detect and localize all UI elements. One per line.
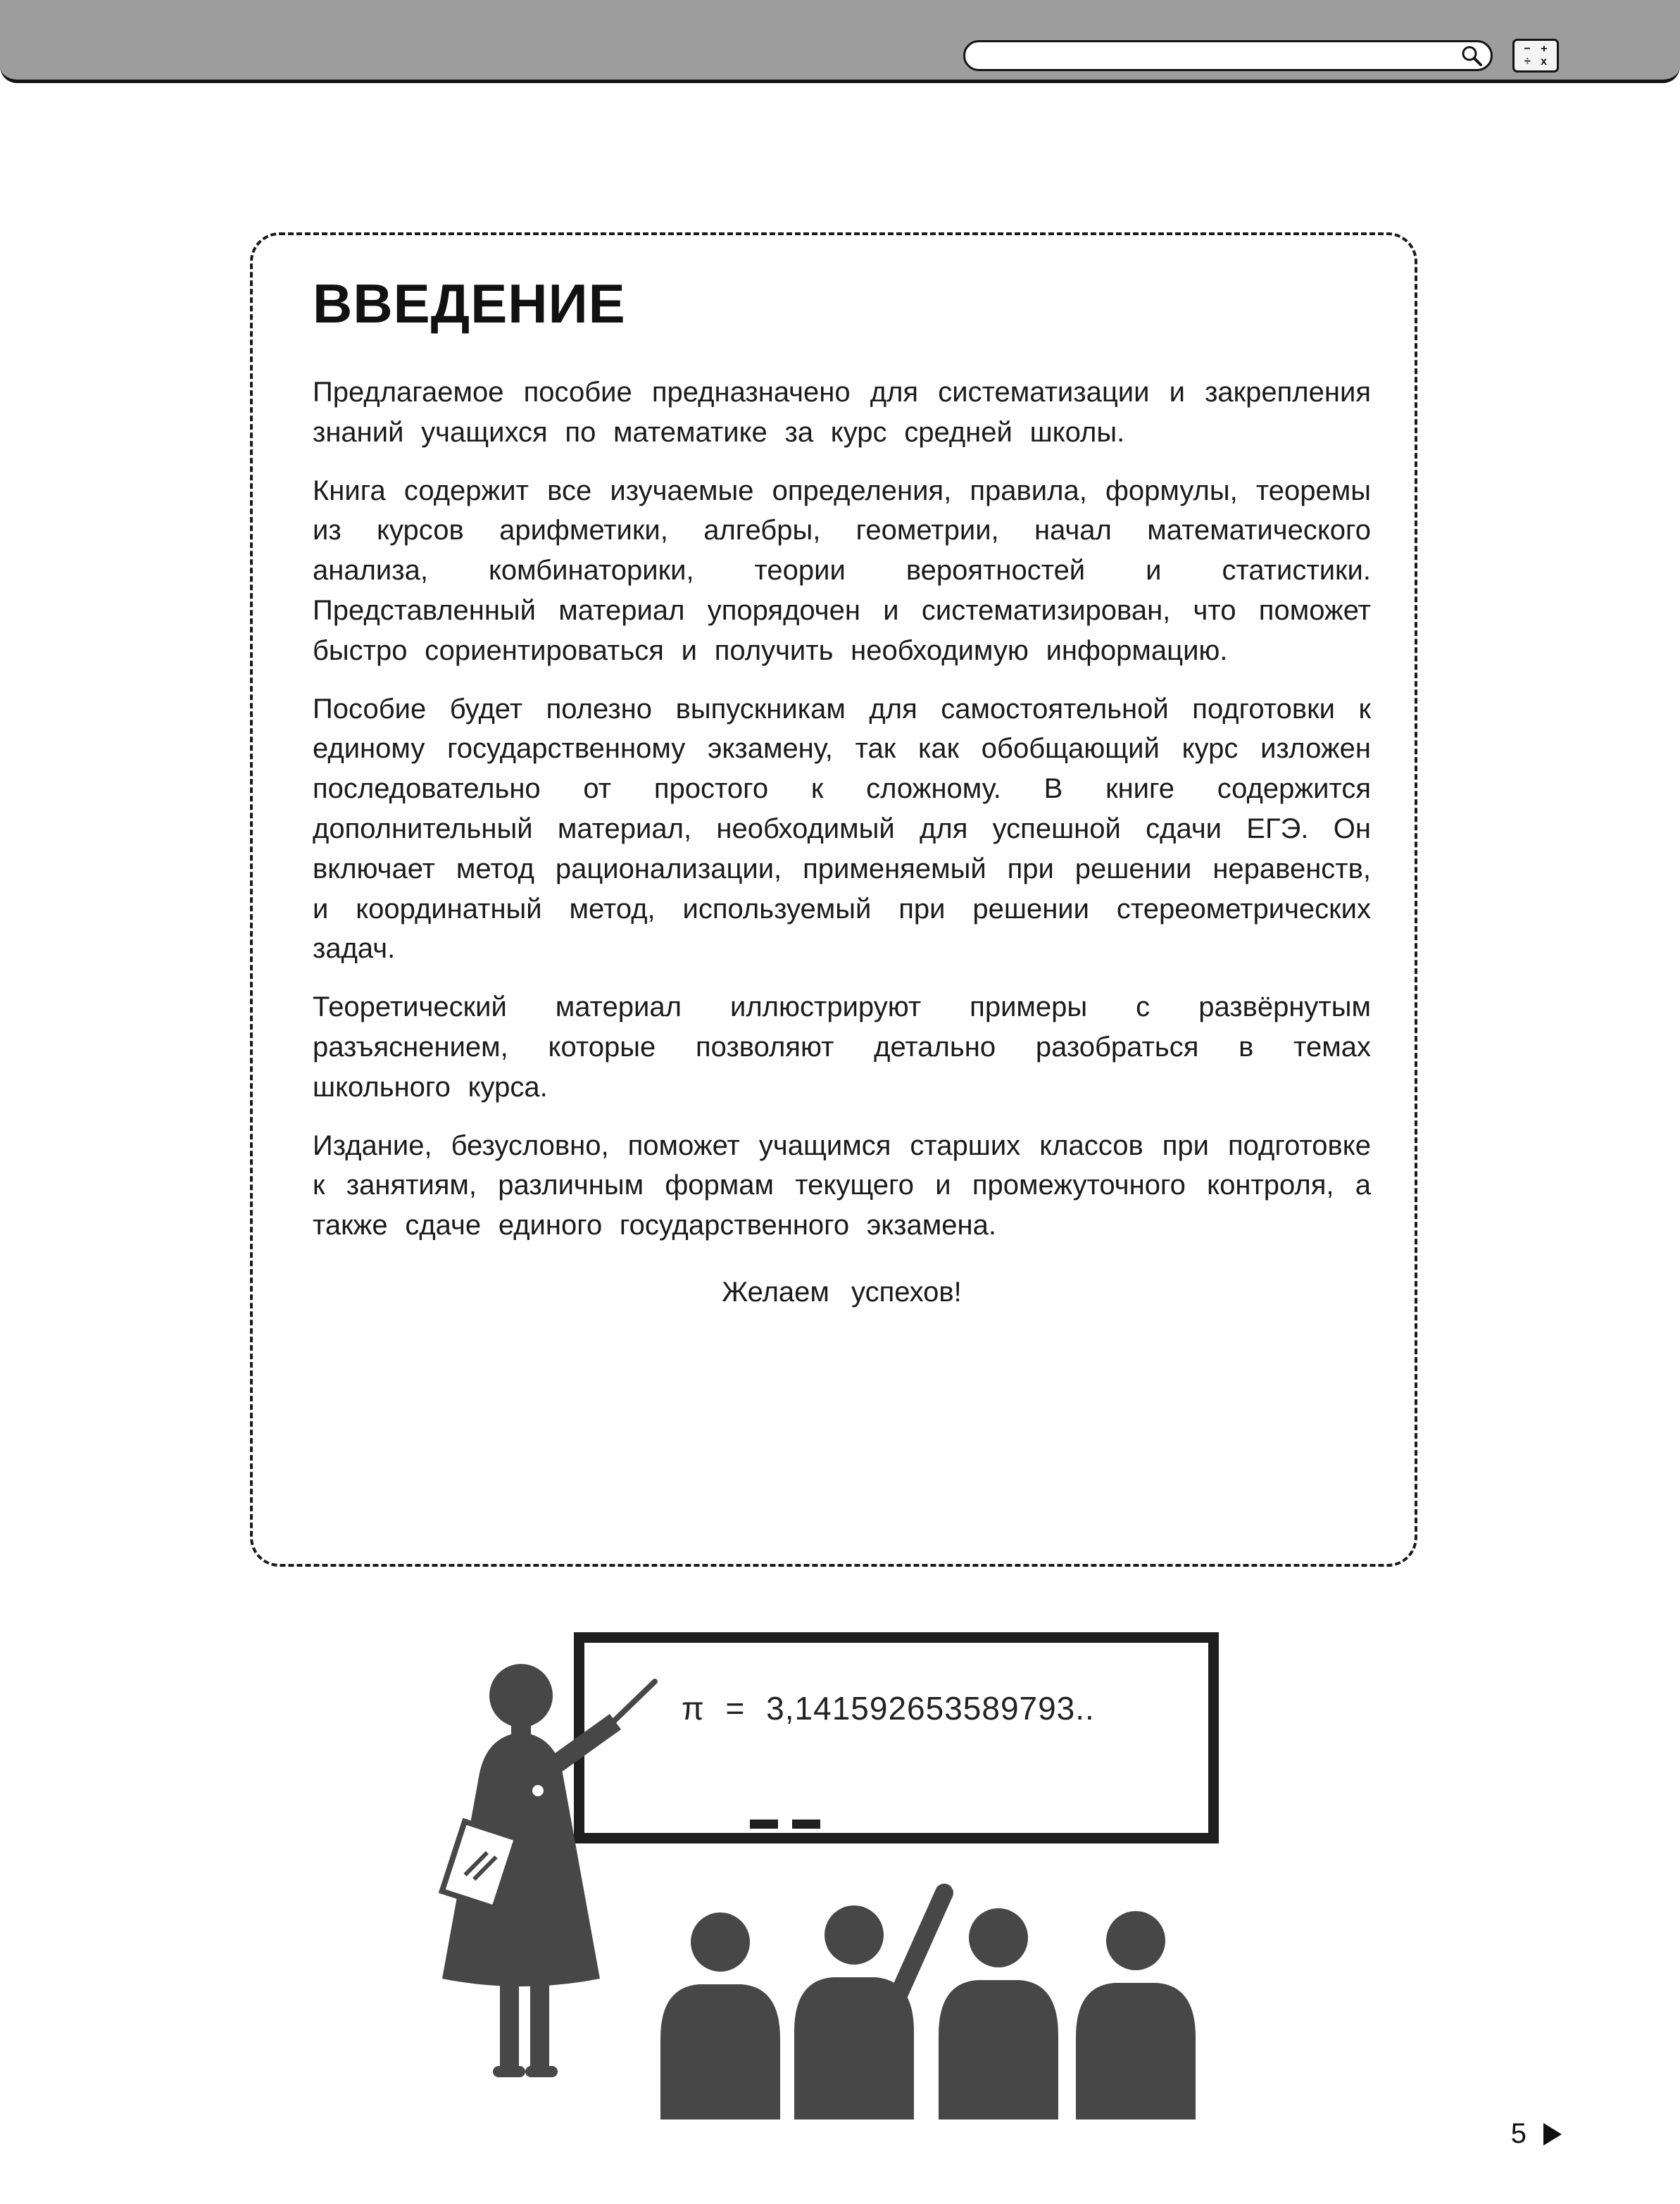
page-number: 5 [1510, 2118, 1527, 2149]
students-figures [660, 1893, 1196, 2120]
intro-paragraph-4: Теоретический материал иллюстрируют примеры с развёрнутым разъяснением, которые позволяют детально разобраться в темах школьного курса. [313, 991, 1371, 1103]
next-page-icon[interactable] [1543, 2123, 1562, 2146]
page-title: ВВЕДЕНИЕ [313, 273, 626, 334]
search-icon[interactable] [1460, 44, 1484, 68]
teacher-badge [532, 1785, 544, 1796]
top-toolbar [0, 0, 1680, 83]
closing-line: Желаем успехов! [722, 1276, 962, 1308]
teacher-silhouette [417, 1660, 670, 2097]
blackboard [574, 1632, 1219, 1843]
search-bar[interactable] [963, 40, 1493, 71]
intro-paragraph-3: Пособие будет полезно выпускникам для самостоятельной подготовки к единому государственному экзамену, так как обобщающий курс изложен последовательно от простого к сложному. В книге содержится дополнительный материал, необходимый для успешной сдачи ЕГЭ. Он включает метод рационализации, применяемый при решении неравенств, и координатный метод, используемый при решении стереометрических задач. [313, 693, 1371, 965]
intro-paragraph-2: Книга содержит все изучаемые определения, правила, формулы, теоремы из курсов арифметики, алгебры, геометрии, начал математического анализа, комбинаторики, теории вероятностей и статистики. Представленный материал упорядочен и систематизирован, что поможет быстро сориентироваться и получить необходимую информацию. [313, 475, 1371, 666]
students-silhouette [653, 1873, 1217, 2120]
introduction-section [250, 232, 1417, 1567]
page-footer [1511, 2118, 1562, 2150]
search-input[interactable] [965, 42, 1460, 69]
calculator-icon-row2: ÷ x [1524, 56, 1551, 68]
calculator-icon[interactable] [1512, 39, 1559, 73]
intro-paragraph-5: Издание, безусловно, поможет учащимся старших классов при подготовке к занятиям, различным формам текущего и промежуточного контроля, а также сдаче единого государственного экзамена. [313, 1129, 1371, 1241]
board-formula: π = 3,141592653589793.. [682, 1690, 1095, 1727]
intro-paragraph-1: Предлагаемое пособие предназначено для систематизации и закрепления знаний учащихся по математике за курс средней школы. [313, 377, 1371, 448]
calculator-icon-row1: − + [1524, 42, 1551, 55]
chalk-marks [750, 1820, 820, 1829]
